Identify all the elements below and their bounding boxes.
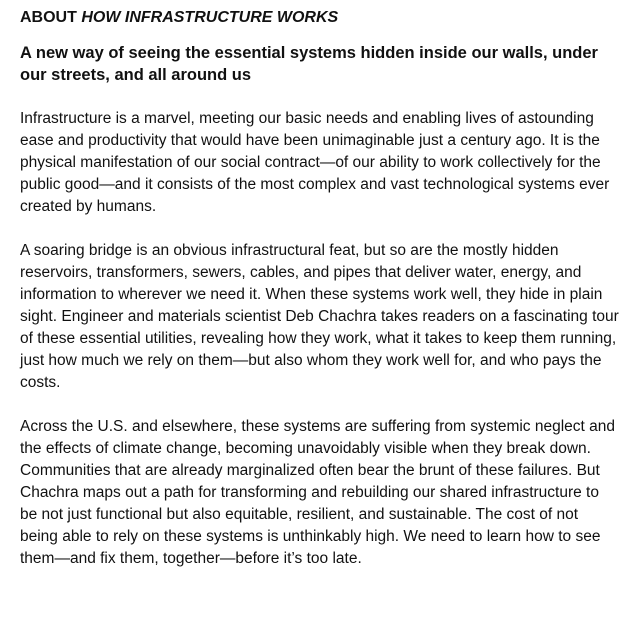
description-paragraph-3: Across the U.S. and elsewhere, these systems are suffering from systemic neglect and the effects of climate change, becoming unavoidably visible when they break down. Communities that are already marginalized often bear the brunt of these failures. But Chachra maps out a path for transforming and rebuilding our shared infrastructure to be not just functional but also equitable, resilient, and sustainable. The cost of not being able to rely on these systems is unthinkably high. We need to learn how to see them—and fix them, together—before it’s too late. (20, 418, 616, 567)
book-title: HOW INFRASTRUCTURE WORKS (81, 9, 339, 26)
section-title (20, 8, 620, 28)
section-title-prefix: ABOUT (20, 9, 82, 26)
description-paragraph-1: Infrastructure is a marvel, meeting our basic needs and enabling lives of astounding ease and productivity that would have been unimaginable just a century ago. It is the physical manifestation of our social contract—of our ability to work collectively for the public good—and it consists of the most complex and vast technological systems ever created by humans. (20, 110, 610, 215)
description-paragraph-2: A soaring bridge is an obvious infrastructural feat, but so are the mostly hidden reservoirs, transformers, sewers, cables, and pipes that deliver water, energy, and information to wherever we need it. When these systems work well, they hide in plain sight. Engineer and materials scientist Deb Chachra takes readers on a fascinating tour of these essential utilities, revealing how they work, what it takes to keep them running, just how much we rely on them—but also whom they work well for, and who pays the costs. (20, 242, 619, 391)
book-subtitle: A new way of seeing the essential systems hidden inside our walls, under our streets, and all around us (20, 44, 598, 84)
